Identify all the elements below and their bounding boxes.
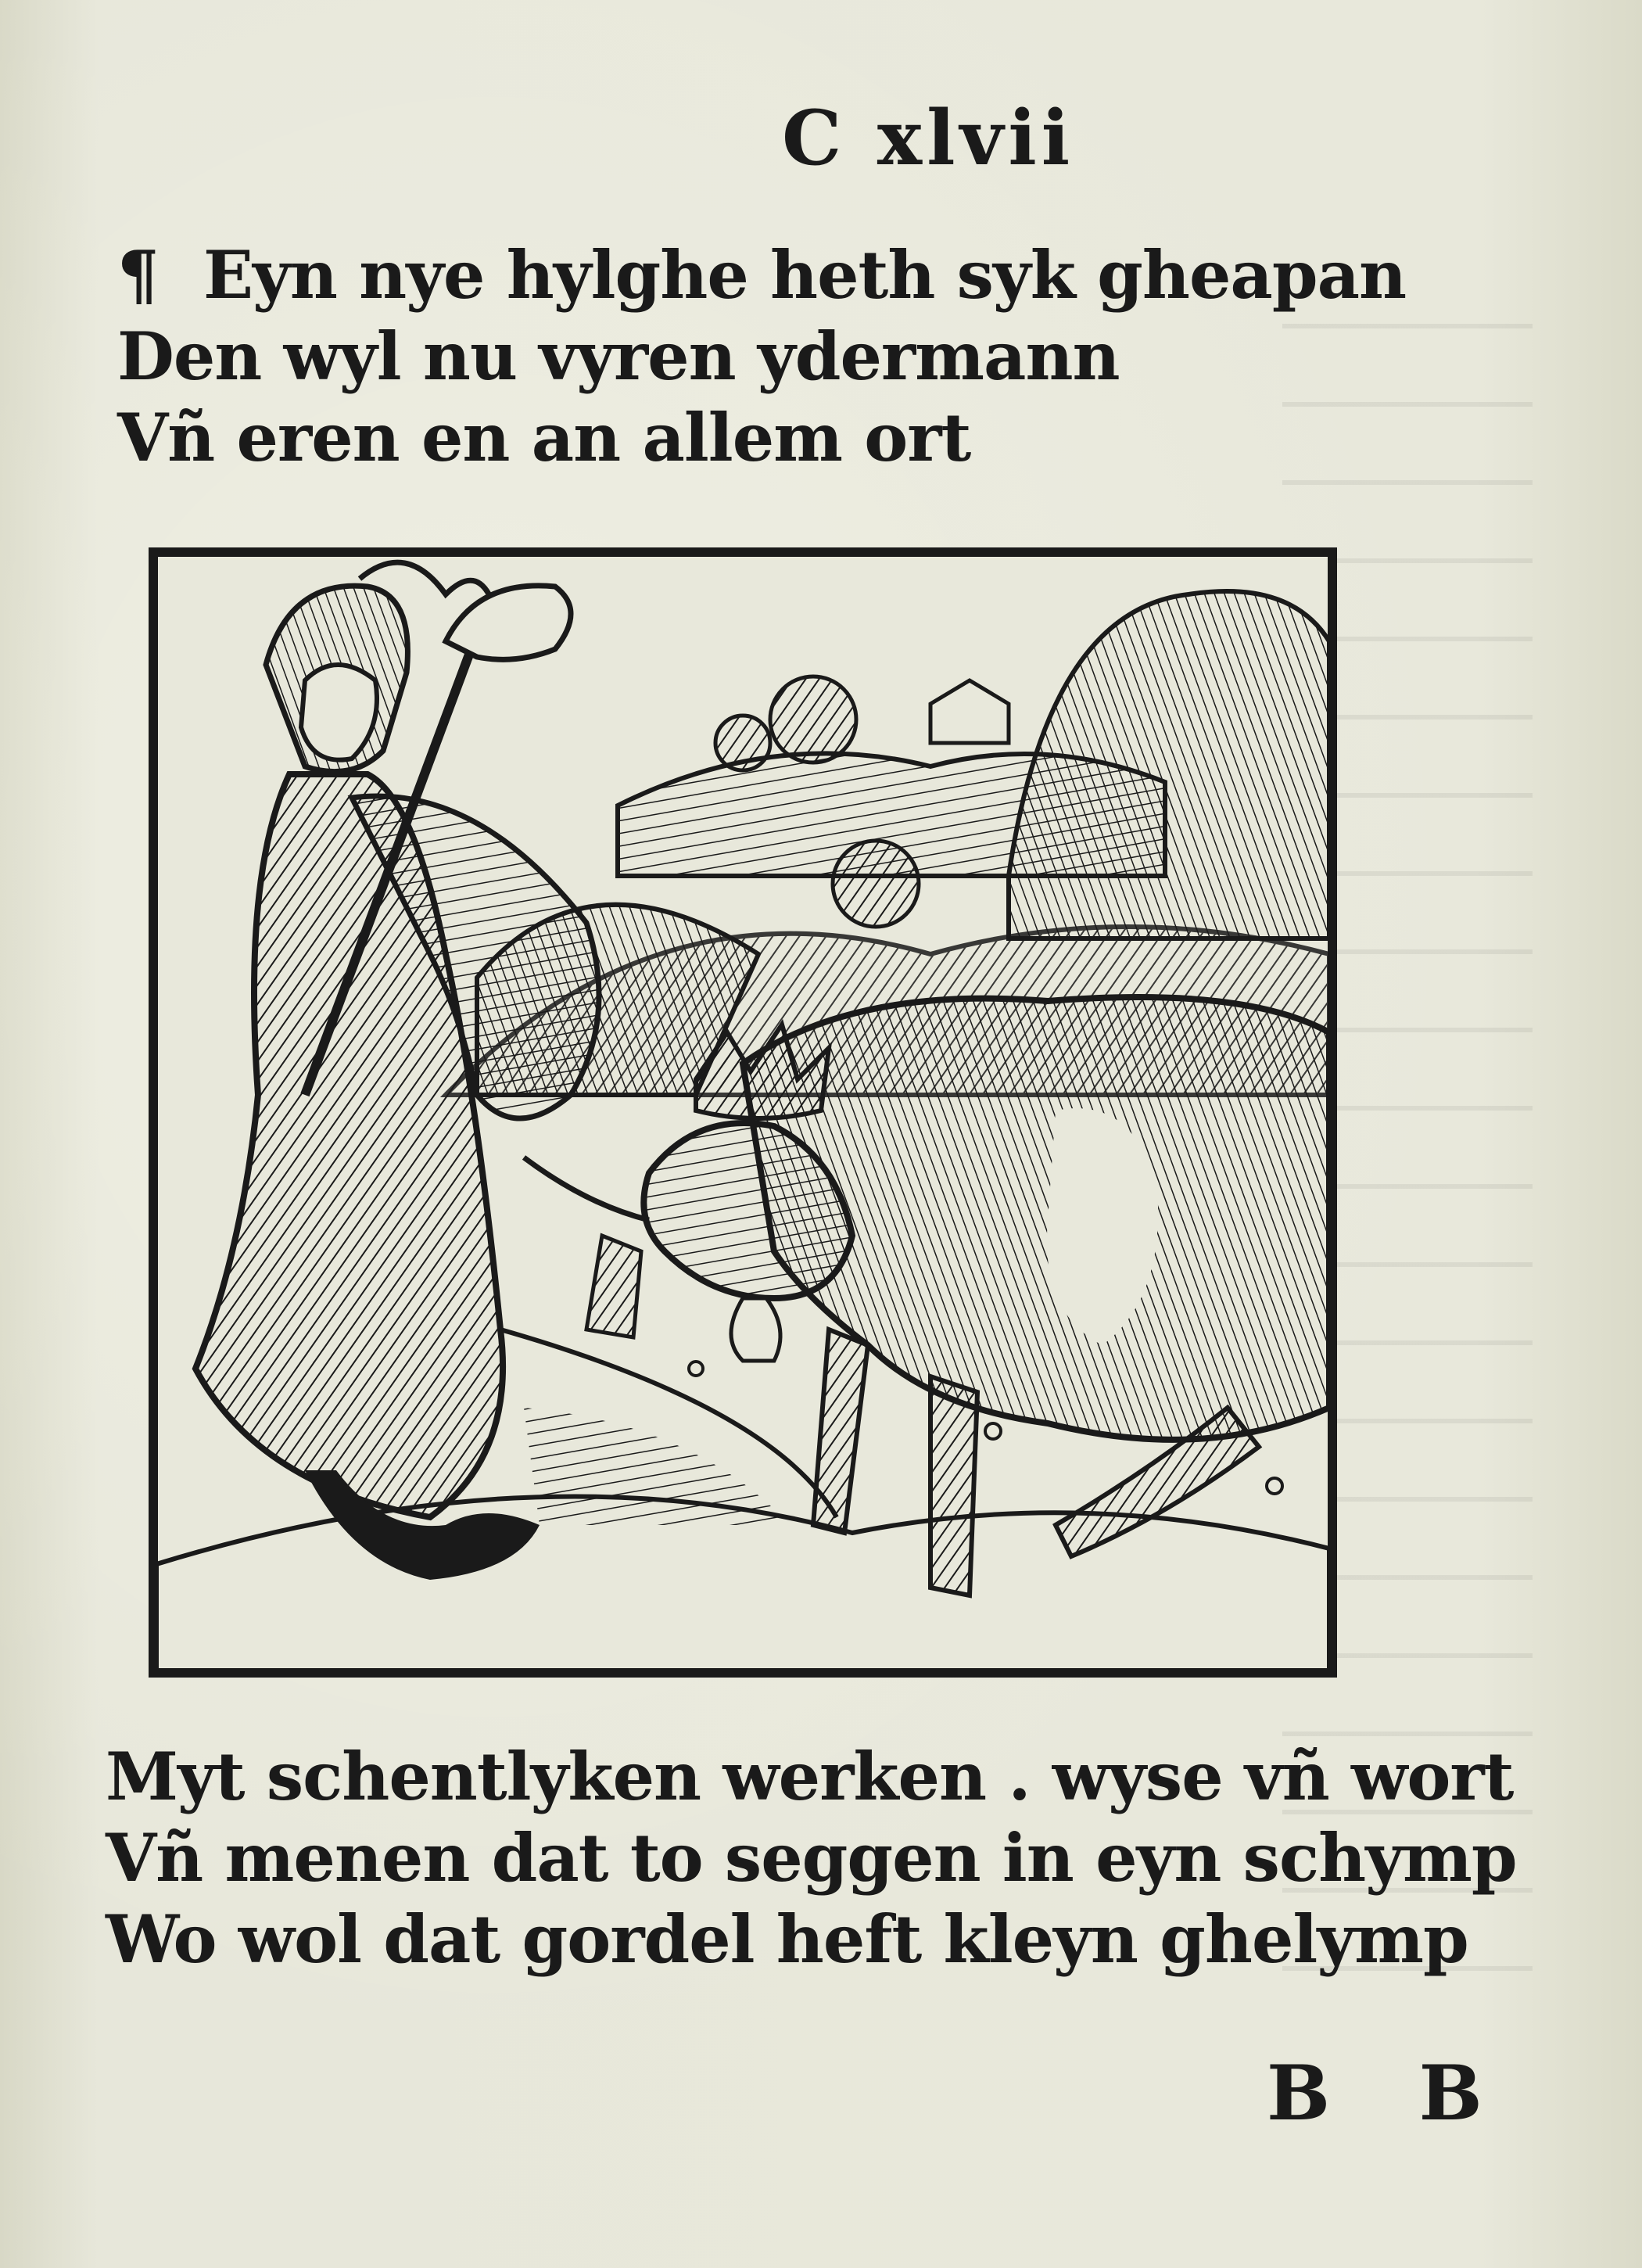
verse-top-line-2: Den wyl nu vyren ydermann bbox=[117, 318, 1120, 395]
verse-top-line-1-text: Eyn nye hylghe heth syk gheapan bbox=[203, 236, 1407, 314]
bell-icon bbox=[731, 1298, 780, 1361]
woodcut-drawing bbox=[149, 547, 1337, 1678]
verse-top-line-1 bbox=[117, 235, 1406, 316]
tree-crown bbox=[770, 676, 856, 763]
woodcut-illustration bbox=[149, 547, 1337, 1678]
folio-number: C xlvii bbox=[782, 94, 1075, 182]
jester-face bbox=[301, 665, 377, 760]
verse-bottom-line-2: Vñ menen dat to seggen in eyn schymp bbox=[106, 1819, 1517, 1897]
pilcrow-mark: ¶ bbox=[117, 236, 159, 314]
verse-bottom-line-1: Myt schentlyken werken . wyse vñ wort bbox=[106, 1738, 1514, 1815]
signature-mark: B B bbox=[1267, 2049, 1514, 2137]
ox-front-leg-2 bbox=[930, 1376, 977, 1595]
verse-bottom-line-3: Wo wol dat gordel heft kleyn ghelymp bbox=[106, 1900, 1468, 1978]
tree-crown-small bbox=[715, 716, 770, 770]
verse-bottom bbox=[106, 1736, 1517, 1980]
verse-top bbox=[117, 235, 1406, 479]
verse-top-line-3: Vñ eren en an allem ort bbox=[117, 399, 971, 476]
bush bbox=[833, 841, 919, 927]
